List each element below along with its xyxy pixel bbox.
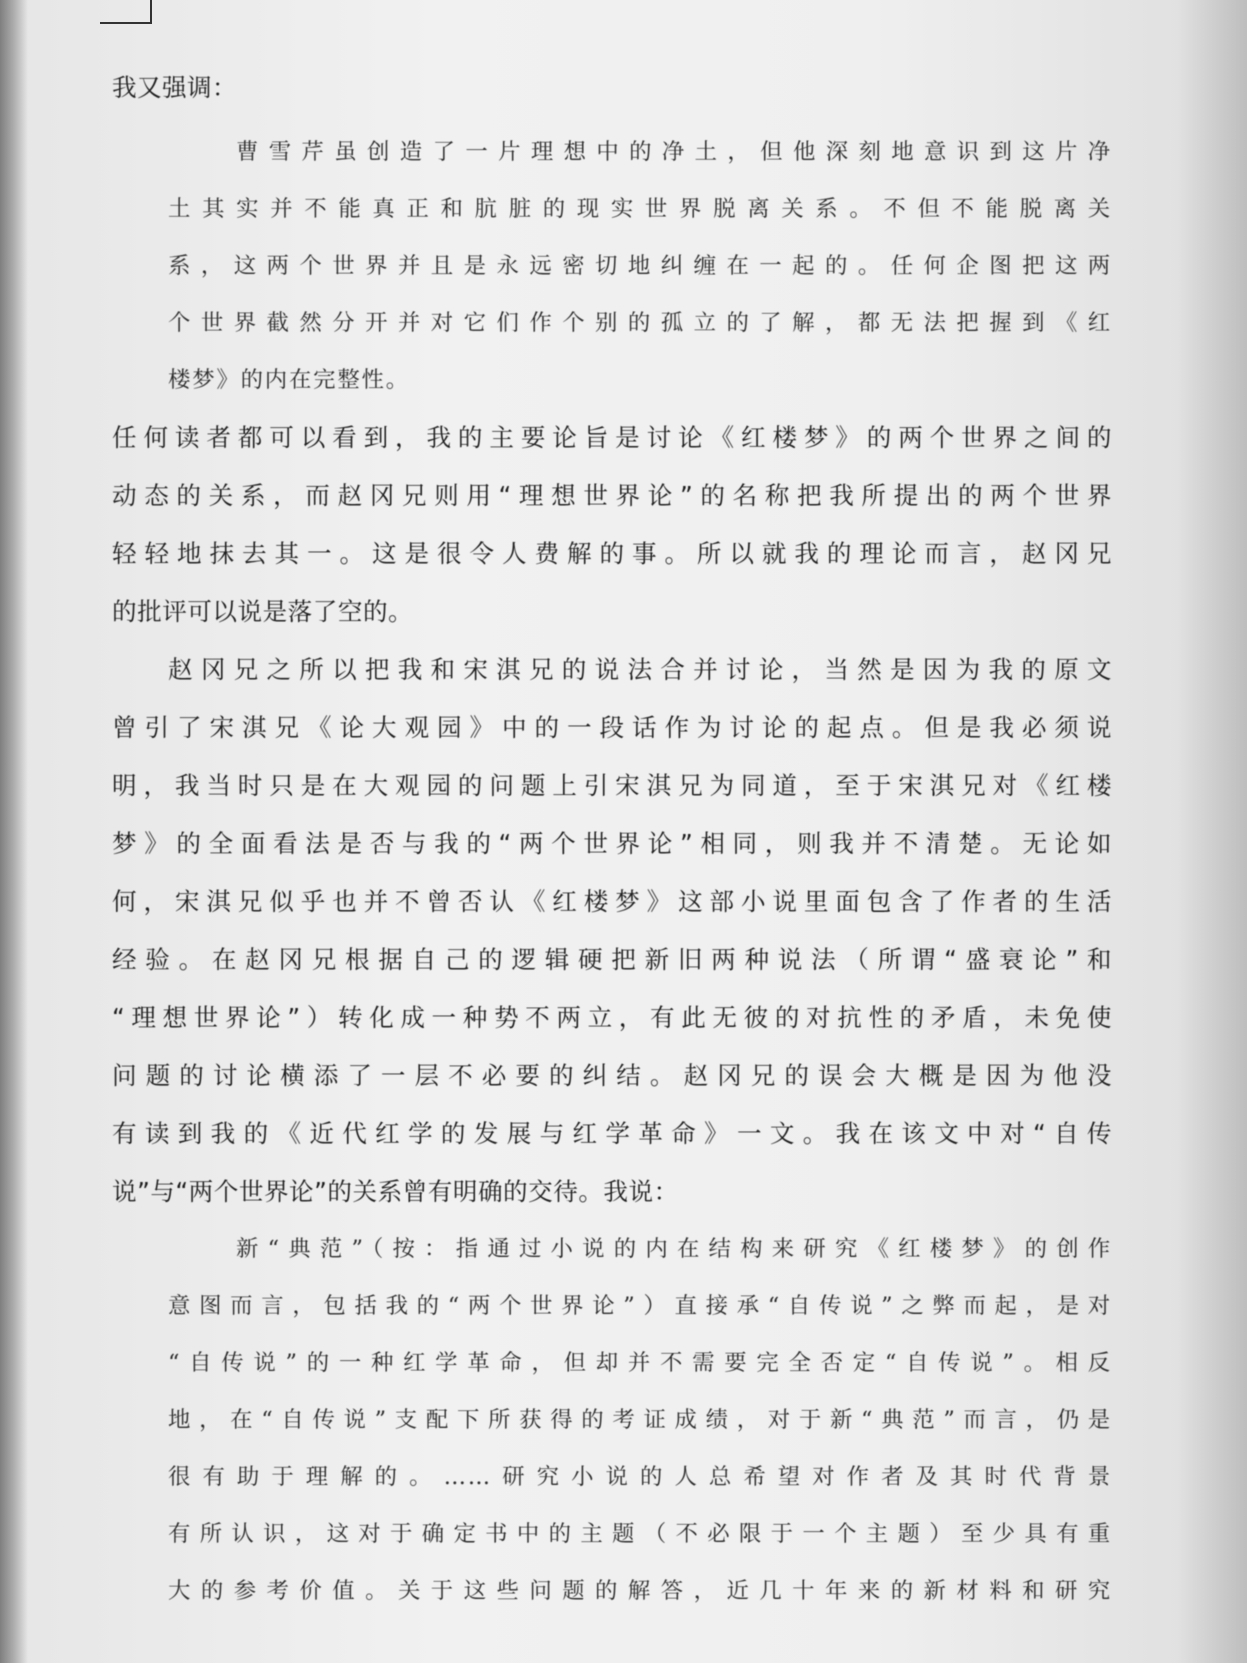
quote-line: 土其实并不能真正和肮脏的现实世界脱离关系。不但不能脱离关 [168,196,1112,222]
quote-line: 地，在“自传说”支配下所获得的考证成绩，对于新“典范”而言，仍是 [168,1407,1112,1433]
page-text [112,58,1112,1620]
quote-line: “自传说”的一种红学革命，但却并不需要完全否定“自传说”。相反 [168,1350,1112,1376]
binding-shadow [0,0,28,1663]
quote-line: 新“典范”（按：指通过小说的内在结构来研究《红楼梦》的创作 [236,1236,1112,1262]
paragraph-line: 的批评可以说是落了空的。 [112,597,414,626]
paragraph-line: 梦》的全面看法是否与我的“两个世界论”相同，则我并不清楚。无论如 [112,829,1112,858]
quote-line: 曹雪芹虽创造了一片理想中的净土，但他深刻地意识到这片净 [236,139,1112,165]
paragraph-line: 经验。在赵冈兄根据自己的逻辑硬把新旧两种说法（所谓“盛衰论”和 [112,945,1112,974]
paragraph-line: 任何读者都可以看到，我的主要论旨是讨论《红楼梦》的两个世界之间的 [112,423,1112,452]
paragraph-line: 曾引了宋淇兄《论大观园》中的一段话作为讨论的起点。但是我必须说 [112,713,1112,742]
corner-mark [100,0,152,24]
quote-line: 系，这两个世界并且是永远密切地纠缠在一起的。任何企图把这两 [168,253,1112,279]
quote-line: 大的参考价值。关于这些问题的解答，近几十年来的新材料和研究 [168,1578,1112,1604]
paragraph-line: 何，宋淇兄似乎也并不曾否认《红楼梦》这部小说里面包含了作者的生活 [112,887,1112,916]
paragraph-line: 说”与“两个世界论”的关系曾有明确的交待。我说： [112,1177,679,1206]
quote-line: 很有助于理解的。……研究小说的人总希望对作者及其时代背景 [168,1464,1112,1490]
paragraph-line: 问题的讨论横添了一层不必要的纠结。赵冈兄的误会大概是因为他没 [112,1061,1112,1090]
paragraph-line: 明，我当时只是在大观园的问题上引宋淇兄为同道，至于宋淇兄对《红楼 [112,771,1112,800]
paragraph-line: “理想世界论”）转化成一种势不两立，有此无彼的对抗性的矛盾，未免使 [112,1003,1112,1032]
paragraph-line: 轻轻地抹去其一。这是很令人费解的事。所以就我的理论而言，赵冈兄 [112,539,1112,568]
intro-line: 我又强调： [112,73,237,102]
quote-line: 意图而言，包括我的“两个世界论”）直接承“自传说”之弊而起，是对 [168,1293,1112,1319]
paragraph-line: 有读到我的《近代红学的发展与红学革命》一文。我在该文中对“自传 [112,1119,1112,1148]
paragraph-line: 赵冈兄之所以把我和宋淇兄的说法合并讨论，当然是因为我的原文 [168,655,1112,684]
right-edge-shadow [1177,0,1247,1663]
quote-line: 有所认识，这对于确定书中的主题（不必限于一个主题）至少具有重 [168,1521,1112,1547]
quote-line: 楼梦》的内在完整性。 [168,367,410,393]
quote-line: 个世界截然分开并对它们作个别的孤立的了解，都无法把握到《红 [168,310,1112,336]
paragraph-line: 动态的关系，而赵冈兄则用“理想世界论”的名称把我所提出的两个世界 [112,481,1112,510]
